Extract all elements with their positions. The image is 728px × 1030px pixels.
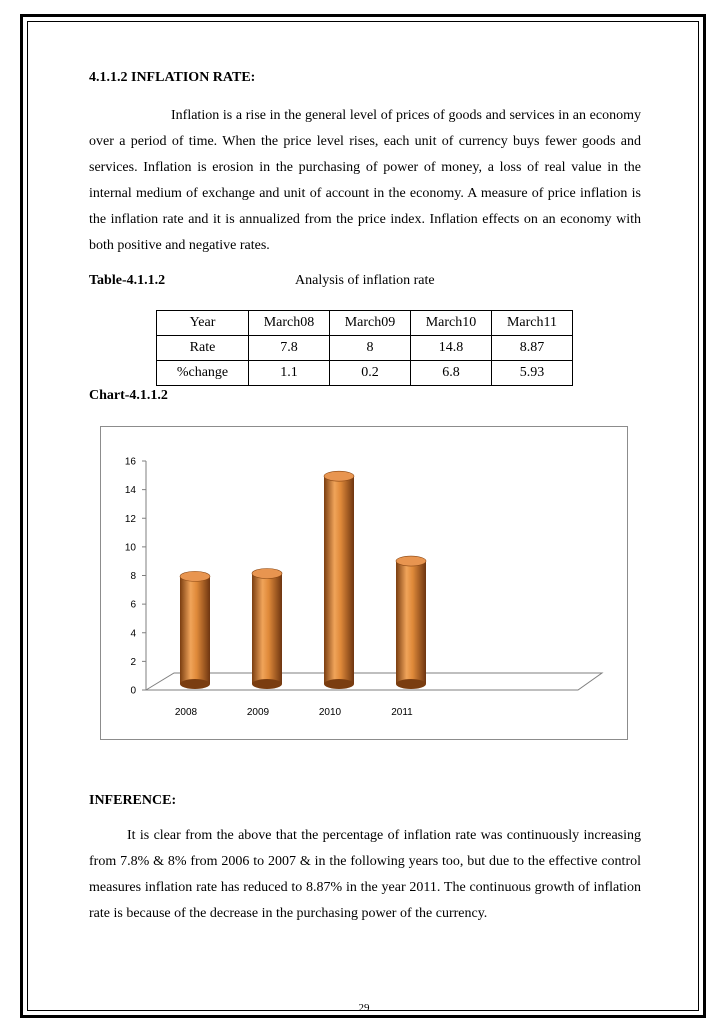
bar xyxy=(180,576,210,684)
y-tick-label: 4 xyxy=(130,628,136,640)
y-tick-label: 10 xyxy=(124,542,136,554)
table-cell: 7.8 xyxy=(249,336,330,361)
table-cell: 0.2 xyxy=(330,361,411,386)
table-cell: %change xyxy=(157,361,249,386)
table-header-cell: March08 xyxy=(249,311,330,336)
bar-top xyxy=(324,471,354,481)
y-tick-label: 0 xyxy=(130,685,136,697)
table-header-cell: Year xyxy=(157,311,249,336)
bar xyxy=(324,476,354,684)
bar-top xyxy=(252,569,282,579)
bar xyxy=(252,574,282,685)
table-header-cell: March09 xyxy=(330,311,411,336)
bar-base xyxy=(252,679,282,689)
y-tick-label: 16 xyxy=(124,456,136,468)
bar-base xyxy=(396,679,426,689)
inference-paragraph: It is clear from the above that the percentage of inflation rate was continuously increasing from 7.8% & 8% from 2006 to 2007 & in the following years too, but due to the effective control measures inflation rate has reduced to 8.87% in the year 2011. The continuous growth of inflation rate is because of the decrease in the purchasing power of the currency. xyxy=(89,828,641,921)
chart-floor xyxy=(146,673,602,690)
inflation-bar-chart xyxy=(100,426,628,740)
section-heading: 4.1.1.2 INFLATION RATE: xyxy=(89,70,256,85)
table-row xyxy=(157,336,573,361)
table-cell: 8.87 xyxy=(492,336,573,361)
table-label: Table-4.1.1.2 xyxy=(89,273,166,288)
y-tick-label: 12 xyxy=(124,513,136,525)
y-tick-label: 2 xyxy=(130,656,136,668)
bar-base xyxy=(180,679,210,689)
y-tick-label: 14 xyxy=(124,485,136,497)
page-number: 29 xyxy=(358,1002,370,1014)
table-header-row xyxy=(157,311,573,336)
table-cell: 1.1 xyxy=(249,361,330,386)
x-tick-label: 2008 xyxy=(174,707,198,718)
table-cell: 14.8 xyxy=(411,336,492,361)
inflation-table xyxy=(156,310,573,386)
y-tick-label: 8 xyxy=(130,571,136,582)
x-tick-label: 2011 xyxy=(391,707,413,718)
bar-top xyxy=(180,571,210,581)
inference-heading: INFERENCE: xyxy=(89,793,177,808)
y-tick-label: 6 xyxy=(130,599,136,611)
intro-paragraph: Inflation is a rise in the general level of prices of goods and services in an economy over a period of time. When the price level rises, each unit of currency buys fewer goods and services. Inflation is erosion in the purchasing of power of money, a loss of real value in the internal medium of exchange and unit of account in the economy. A measure of price inflation is the inflation rate and it is annualized from the price index. Inflation effects on an economy with both positive and negative rates. xyxy=(89,108,641,253)
table-cell: 6.8 xyxy=(411,361,492,386)
bar-top xyxy=(396,556,426,566)
bar-base xyxy=(324,679,354,689)
x-tick-label: 2009 xyxy=(246,707,270,718)
chart-label: Chart-4.1.1.2 xyxy=(89,388,168,403)
table-cell: Rate xyxy=(157,336,249,361)
table-row xyxy=(157,361,573,386)
x-tick-label: 2010 xyxy=(318,707,342,718)
table-caption: Analysis of inflation rate xyxy=(295,273,435,288)
table-cell: 5.93 xyxy=(492,361,573,386)
table-cell: 8 xyxy=(330,336,411,361)
bar xyxy=(396,561,426,684)
table-header-cell: March11 xyxy=(492,311,573,336)
table-header-cell: March10 xyxy=(411,311,492,336)
